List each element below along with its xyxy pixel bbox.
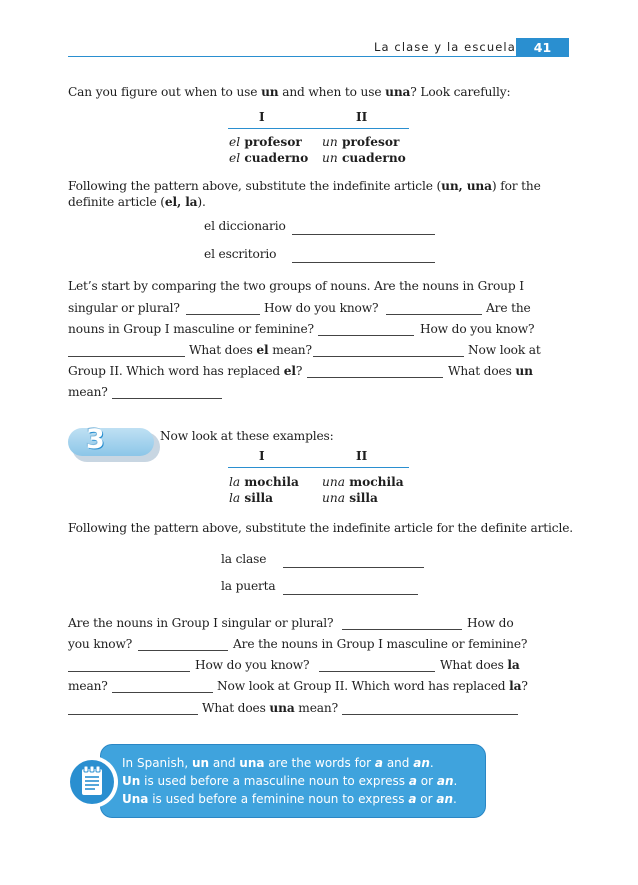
table1-row2-col2: un cuaderno bbox=[322, 151, 406, 165]
q1-line2-c: Are the bbox=[486, 301, 531, 315]
q1-line5-a: Group II. Which word has replaced el? bbox=[68, 364, 303, 378]
table1-col1-header: I bbox=[259, 110, 265, 124]
q3-la-meaning-blank[interactable] bbox=[112, 678, 213, 693]
header-rule bbox=[68, 56, 569, 57]
step-badge bbox=[68, 428, 154, 456]
note-line-1: In Spanish, un and una are the words for a and an. bbox=[122, 756, 434, 770]
q3-how-know-blank-1[interactable] bbox=[138, 636, 228, 651]
q1-line3-b: How do you know? bbox=[420, 322, 535, 336]
q3-singular-plural-blank[interactable] bbox=[342, 615, 462, 630]
exercise4-prompt: la puerta bbox=[221, 579, 276, 593]
note-line-2: Un is used before a masculine noun to express a or an. bbox=[122, 774, 458, 788]
q3-line1-b: How do bbox=[467, 616, 514, 630]
q3-una-meaning-blank[interactable] bbox=[342, 700, 518, 715]
section3-prompt: Now look at these examples: bbox=[160, 429, 334, 443]
q3-how-know-blank-2[interactable] bbox=[319, 657, 435, 672]
q1-un-meaning-blank[interactable] bbox=[112, 384, 222, 399]
q3-line4-b: Now look at Group II. Which word has replaced la? bbox=[217, 679, 528, 693]
q3-line4-a: mean? bbox=[68, 679, 108, 693]
q3-replaced-la-blank[interactable] bbox=[68, 700, 198, 715]
section3-instruction: Following the pattern above, substitute the indefinite article for the definite article. bbox=[68, 521, 573, 535]
table1-row2-col1: el cuaderno bbox=[229, 151, 309, 165]
exercise3-prompt: la clase bbox=[221, 552, 267, 566]
q3-line2-b: Are the nouns in Group I masculine or feminine? bbox=[233, 637, 528, 651]
q1-how-know-blank-1[interactable] bbox=[386, 300, 482, 315]
q3-line3-a: How do you know? bbox=[195, 658, 310, 672]
q1-el-meaning-blank[interactable] bbox=[313, 342, 464, 357]
q1-line6-a: mean? bbox=[68, 385, 108, 399]
table1-rule bbox=[228, 128, 409, 129]
q3-line5-a: What does una mean? bbox=[202, 701, 338, 715]
table1-row1-col2: un profesor bbox=[322, 135, 400, 149]
q1-line4-d: Now look at bbox=[468, 343, 541, 357]
q1-how-know-blank-2[interactable] bbox=[68, 342, 185, 357]
section1-prompt: Can you figure out when to use un and when to use una? Look carefully: bbox=[68, 85, 511, 99]
exercise4-answer-blank[interactable] bbox=[283, 580, 418, 595]
exercise3-answer-blank[interactable] bbox=[283, 553, 424, 568]
q3-line3-b: What does la bbox=[440, 658, 520, 672]
table2-rule bbox=[228, 467, 409, 468]
q1-line2-b: How do you know? bbox=[264, 301, 379, 315]
q1-replaced-el-blank[interactable] bbox=[307, 363, 443, 378]
exercise2-prompt: el escritorio bbox=[204, 247, 277, 261]
q1-line1: Let’s start by comparing the two groups of nouns. Are the nouns in Group I bbox=[68, 279, 524, 293]
q1-singular-plural-blank[interactable] bbox=[186, 300, 260, 315]
table2-col1-header: I bbox=[259, 449, 265, 463]
table2-row2-col1: la silla bbox=[229, 491, 274, 505]
q3-line1-a: Are the nouns in Group I singular or plural? bbox=[68, 616, 334, 630]
q3-masc-fem-blank[interactable] bbox=[68, 657, 190, 672]
table2-row2-col2: una silla bbox=[322, 491, 378, 505]
exercise1-answer-blank[interactable] bbox=[292, 220, 435, 235]
exercise2-answer-blank[interactable] bbox=[292, 248, 435, 263]
header-title: La clase y la escuela bbox=[374, 40, 516, 54]
notepad-icon bbox=[70, 760, 114, 804]
table1-row1-col1: el profesor bbox=[229, 135, 302, 149]
q1-line2-a: singular or plural? bbox=[68, 301, 180, 315]
step-number: 3 bbox=[86, 424, 105, 455]
page-number: 41 bbox=[516, 38, 569, 57]
q1-masc-fem-blank[interactable] bbox=[318, 321, 414, 336]
section1-instruction-line1: Following the pattern above, substitute the indefinite article (un, una) for the bbox=[68, 179, 541, 193]
q1-line5-b: What does un bbox=[448, 364, 533, 378]
table1-col2-header: II bbox=[356, 110, 368, 124]
table2-row1-col1: la mochila bbox=[229, 475, 299, 489]
table2-row1-col2: una mochila bbox=[322, 475, 404, 489]
q1-line4-what-el: What does el mean? bbox=[189, 343, 312, 357]
table2-col2-header: II bbox=[356, 449, 368, 463]
section1-instruction-line2: definite article (el, la). bbox=[68, 195, 206, 209]
q1-line3-a: nouns in Group I masculine or feminine? bbox=[68, 322, 314, 336]
exercise1-prompt: el diccionario bbox=[204, 219, 286, 233]
note-line-3: Una is used before a feminine noun to express a or an. bbox=[122, 792, 457, 806]
q3-line2-a: you know? bbox=[68, 637, 133, 651]
